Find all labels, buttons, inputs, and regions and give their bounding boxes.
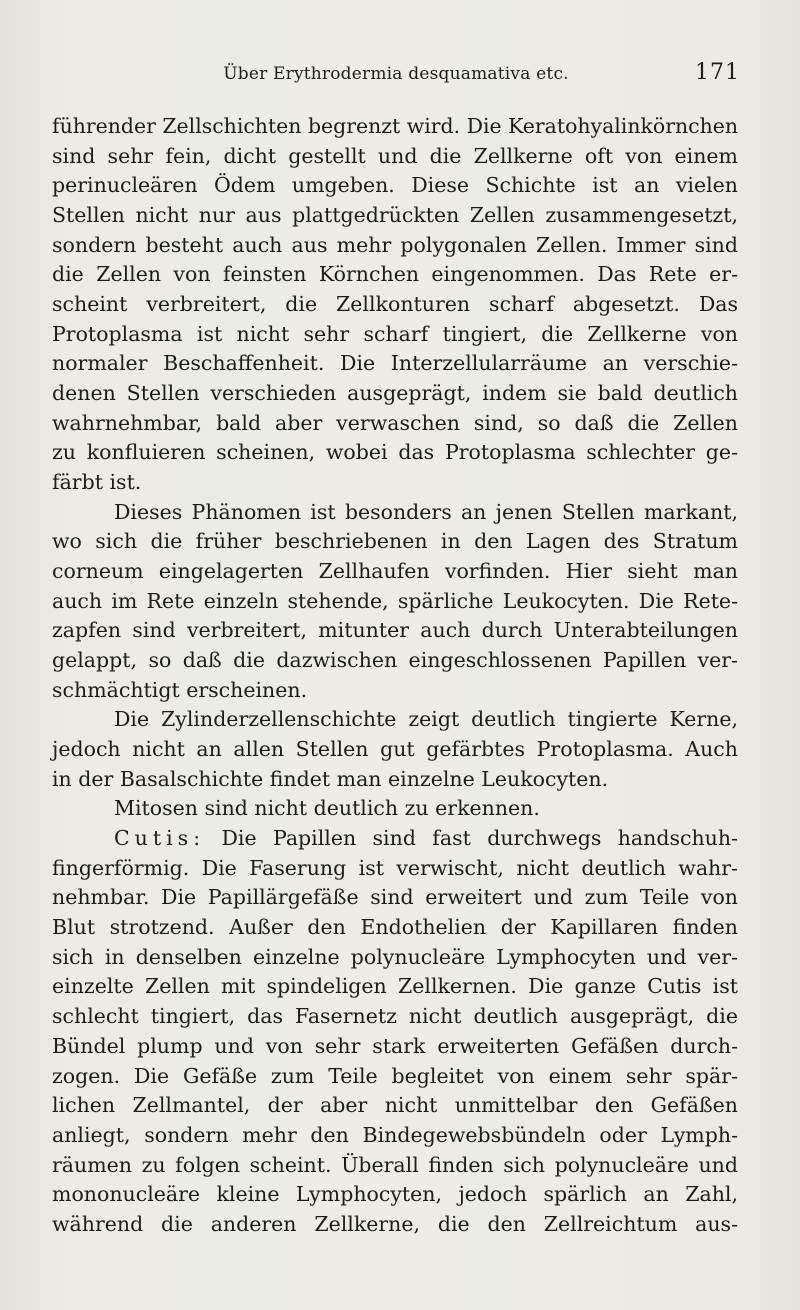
text-line: jedoch nicht an allen Stellen gut gefärbtes Protoplasma. Auch [52,737,738,762]
text-line: lichen Zellmantel, der aber nicht unmittelbar den Gefäßen [52,1093,738,1118]
text-line: perinucleären Ödem umgeben. Diese Schichte ist an vielen [52,173,738,198]
text-line: mononucleäre kleine Lymphocyten, jedoch spärlich an Zahl, [52,1182,738,1207]
body-text [52,112,738,1240]
text-line: wahrnehmbar, bald aber verwaschen sind, so daß die Zellen [52,410,738,435]
text-line: anliegt, sondern mehr den Bindegewebsbündeln oder Lymph- [52,1122,738,1147]
text-line: färbt ist. [52,470,142,495]
text-line-rest: Die Papillen sind fast durchwegs handschuh- [221,826,738,851]
text-line: wo sich die früher beschriebenen in den Lagen des Stratum [52,529,738,554]
text-line: schmächtigt erscheinen. [52,677,308,702]
text-line: nehmbar. Die Papillärgefäße sind erweitert und zum Teile von [52,885,738,910]
text-line: zapfen sind verbreitert, mitunter auch durch Unterabteilungen [52,618,738,643]
text-line: gelappt, so daß die dazwischen eingeschlossenen Papillen ver- [52,648,738,673]
text-line: Blut strotzend. Außer den Endothelien der Kapillaren finden [52,915,738,940]
text-line: einzelte Zellen mit spindeligen Zellkernen. Die ganze Cutis ist [52,974,738,999]
text-line: sich in denselben einzelne polynucleäre Lymphocyten und ver- [52,944,738,969]
text-line: sind sehr fein, dicht gestellt und die Zellkerne oft von einem [52,143,738,168]
text-line: die Zellen von feinsten Körnchen eingenommen. Das Rete er- [52,262,738,287]
text-line: schlecht tingiert, das Fasernetz nicht deutlich ausgeprägt, die [52,1004,738,1029]
text-line: auch im Rete einzeln stehende, spärliche Leukocyten. Die Rete- [52,588,738,613]
text-line: fingerförmig. Die Faserung ist verwischt, nicht deutlich wahr- [52,855,738,880]
text-line: führender Zellschichten begrenzt wird. Die Keratohyalinkörnchen [52,114,738,138]
text-line: Stellen nicht nur aus plattgedrückten Zellen zusammengesetzt, [52,203,738,228]
text-line: Bündel plump und von sehr stark erweiterten Gefäßen durch- [52,1033,738,1058]
text-line: normaler Beschaffenheit. Die Interzellularräume an verschie- [52,351,738,376]
text-line: zogen. Die Gefäße zum Teile begleitet von einem sehr spär- [52,1063,738,1088]
text-line: in der Basalschichte findet man einzelne Leukocyten. [52,766,609,791]
text-line: Mitosen sind nicht deutlich zu erkennen. [114,796,540,821]
text-line: Protoplasma ist nicht sehr scharf tingiert, die Zellkerne von [52,321,738,346]
text-line: scheint verbreitert, die Zellkonturen scharf abgesetzt. Das [52,292,738,317]
text-line: während die anderen Zellkerne, die den Zellreichtum aus- [52,1211,738,1236]
text-line: räumen zu folgen scheint. Überall finden sich polynucleäre und [52,1152,738,1177]
text-line: corneum eingelagerten Zellhaufen vorfinden. Hier sieht man [52,559,738,584]
section-heading-cutis: Cutis: [114,826,206,851]
running-title: Über Erythrodermia desquamativa etc. [223,64,569,84]
text-line: sondern besteht auch aus mehr polygonalen Zellen. Immer sind [52,232,738,257]
text-line: denen Stellen verschieden ausgeprägt, indem sie bald deutlich [52,381,738,406]
text-line: Dieses Phänomen ist besonders an jenen Stellen markant, [114,499,738,524]
text-line: zu konfluieren scheinen, wobei das Protoplasma schlechter ge- [52,440,738,465]
text-line [52,824,738,854]
page-number: 171 [695,60,740,85]
text-line: Die Zylinderzellenschichte zeigt deutlich tingierte Kerne, [114,707,738,732]
page-header [52,60,740,90]
